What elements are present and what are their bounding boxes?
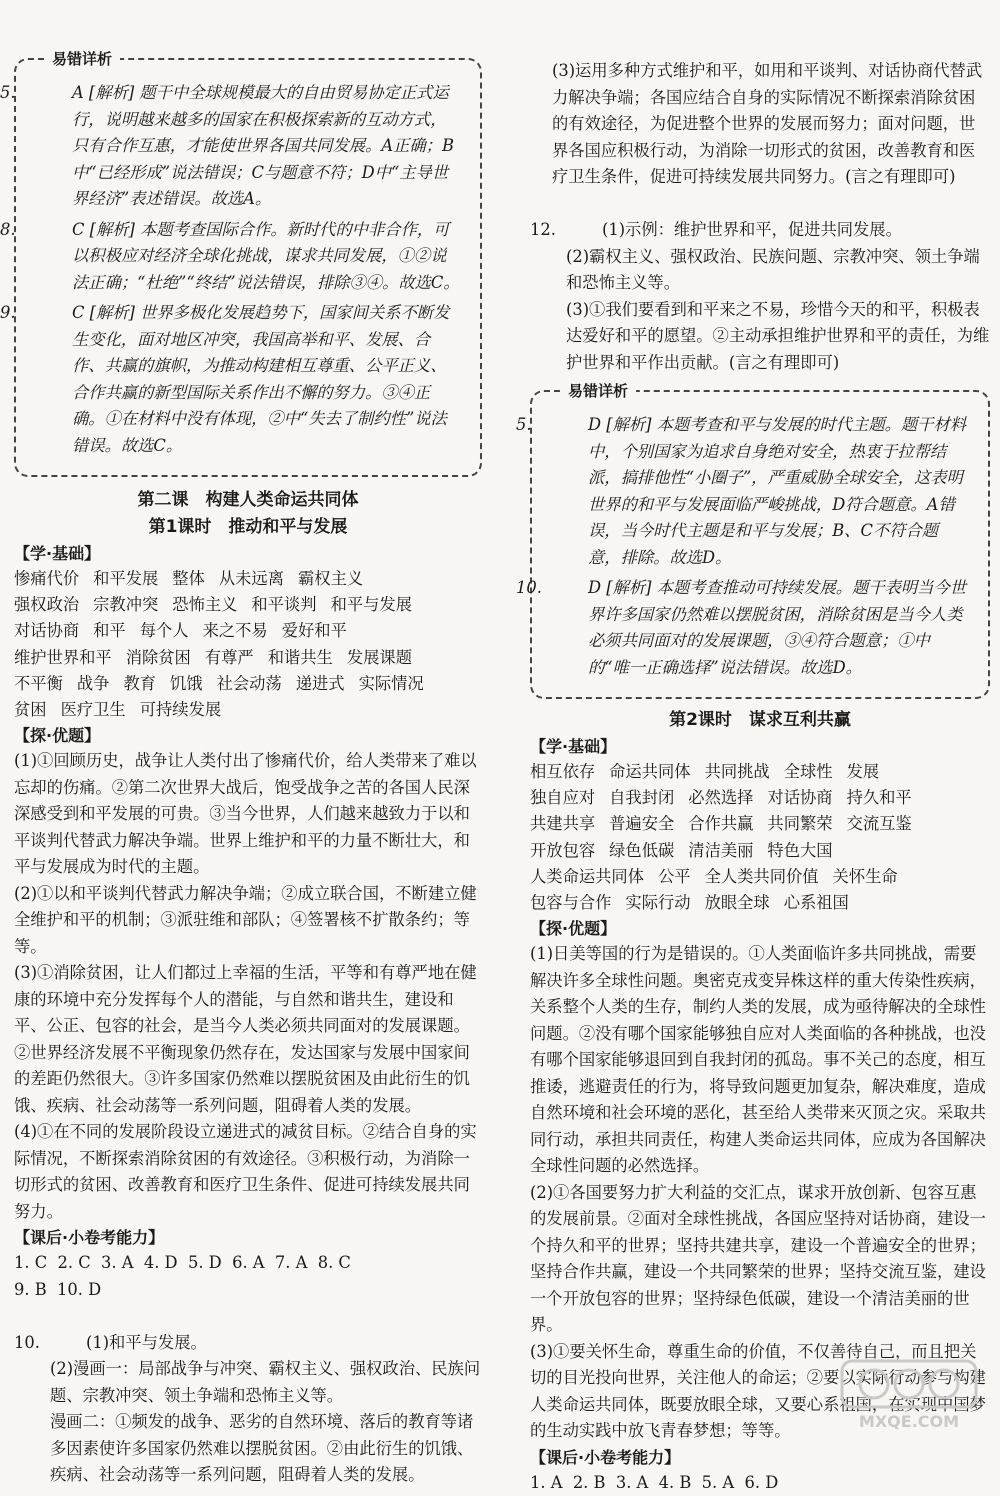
keyword: 教育 <box>123 673 157 693</box>
keyword: 交流互鉴 <box>846 814 912 834</box>
keyword: 发展 <box>846 762 880 781</box>
keyword: 实际情况 <box>358 673 424 693</box>
keyword: 必然选择 <box>688 788 754 808</box>
item-number: 8. <box>0 219 16 239</box>
keyword: 可持续发展 <box>139 700 222 720</box>
word-row <box>14 671 482 697</box>
word-row <box>530 759 990 785</box>
keyword: 从未远离 <box>218 569 284 588</box>
question-10 <box>14 1303 482 1356</box>
keyword: 人类命运共同体 <box>530 866 644 886</box>
keyword: 全球性 <box>783 762 833 781</box>
item-number: 5. <box>516 415 532 434</box>
keyword: 贫困 <box>14 700 47 720</box>
explore-paragraph: (2)①各国要努力扩大利益的交汇点，谋求开放创新、包容互惠的发展前景。②面对全球性挑战，各国应坚持对话协商，建设一个持久和平的世界；坚持共建共享，建设一个普遍安全的世界；坚持合作共赢，建设一个共同繁荣的世界；坚持交流互鉴，建设一个开放包容的世界；坚持绿色低碳，建设一个清洁美丽的世界。 <box>530 1182 986 1335</box>
item-number: 10. <box>516 578 542 597</box>
keyword: 恐怖主义 <box>172 595 238 615</box>
question-number: 12. <box>530 220 556 239</box>
question-line: (3)①我们要看到和平来之不易，珍惜今天的和平，积极表达爱好和平的愿望。②主动承担维护世界和平的责任，为维护世界和平作出贡献。(言之有理即可) <box>566 299 990 372</box>
section-title-after: 【课后·小卷考能力】 <box>530 1447 681 1467</box>
keyword: 放眼全球 <box>704 893 770 913</box>
keyword: 相互依存 <box>530 762 596 781</box>
box-title: 易错详析 <box>560 380 636 402</box>
keyword: 不平衡 <box>14 673 63 693</box>
keyword: 关怀生命 <box>832 866 898 886</box>
keyword: 宗教冲突 <box>93 595 159 615</box>
watermark-text: MXQE.COM <box>858 1412 960 1431</box>
keyword: 实际行动 <box>625 893 691 913</box>
item-number: 9. <box>0 303 16 322</box>
keyword: 和谐共生 <box>267 647 333 667</box>
question-line: (2)霸权主义、强权政治、民族问题、宗教冲突、领土争端和恐怖主义等。 <box>566 246 980 292</box>
answer-paragraph: (3)运用多种方式维护和平，如用和平谈判、对话协商代替武力解决争端；各国应结合自身的实际情况不断探索消除贫困的有效途径，为促进整个世界的发展而努力；面对问题，世界各国应积极行动，为消除一切形式的贫困，改善教育和医疗卫生条件，促进可持续发展共同努力。(言之有理即可) <box>552 61 983 186</box>
item-text: C [解析] 世界多极化发展趋势下，国家间关系不断发生变化，面对地区冲突，我国高举和平、发展、合作、共赢的旗帜，为推动构建相互尊重、公平正义、合作共赢的新型国际关系作出不懈的努力。③④正确。①在材料中没有体现，②中“失去了制约性”说法错误。故选C。 <box>72 303 450 455</box>
watermark-logo <box>834 1355 984 1435</box>
section-title-explore: 【探·优题】 <box>530 919 617 939</box>
error-analysis-box-right <box>516 382 990 699</box>
question-line: (2)漫画一：局部战争与冲突、霸权主义、强权政治、民族问题、宗教冲突、领土争端和恐怖主义等。 <box>50 1359 481 1405</box>
word-row <box>14 566 482 592</box>
keyword: 社会动荡 <box>216 673 282 693</box>
word-row <box>530 890 990 916</box>
word-row <box>530 838 990 864</box>
keyword: 医疗卫生 <box>60 700 126 720</box>
keyword: 战争 <box>76 673 110 693</box>
keyword: 共建共享 <box>530 814 596 834</box>
word-row <box>14 592 482 618</box>
keyword: 发展课题 <box>346 647 412 667</box>
keyword: 清洁美丽 <box>688 840 754 860</box>
period-title: 第1课时 推动和平与发展 <box>148 517 348 537</box>
section-title-after: 【课后·小卷考能力】 <box>14 1228 165 1248</box>
keyword: 共同挑战 <box>704 762 770 781</box>
explore-paragraph: (3)①要关怀生命，尊重生命的价值，不仅善待自己，而且把关切的目光投向世界，关注他人的命运；②要以实际行动参与构建人类命运共同体，既要放眼全球，又要心系祖国，在实现中国梦的生动实践中放飞青春梦想；等等。 <box>530 1341 986 1441</box>
item-number: 5. <box>0 83 16 102</box>
section-title-basic: 【学·基础】 <box>530 737 617 756</box>
explore-paragraph: (4)①在不同的发展阶段设立递进式的减贫目标。②结合自身的实际情况，不断探索消除贫困的有效途径。③积极行动，为消除一切形式的贫困、改善教育和医疗卫生条件、促进可持续发展共同努力。 <box>14 1122 477 1221</box>
question-line: 漫画二：①频发的战争、恶劣的自然环境、落后的教育等诸多因素使许多国家仍然难以摆脱贫困。②由此衍生的饥饿、疾病、社会动荡等一系列问题，阻碍着人类的发展。 <box>50 1412 474 1485</box>
answer-line: 9. B 10. D <box>14 1279 102 1299</box>
keyword: 开放包容 <box>530 840 596 860</box>
answer-line: 1. C 2. C 3. A 4. D 5. D 6. A 7. A 8. C <box>14 1253 351 1273</box>
answer-item <box>0 80 460 213</box>
basic-word-grid <box>530 759 990 916</box>
question-12 <box>530 191 990 244</box>
keyword: 有尊严 <box>204 647 254 667</box>
word-row <box>530 811 990 837</box>
keyword: 普遍安全 <box>609 814 675 834</box>
keyword: 维护世界和平 <box>14 647 112 667</box>
keyword: 自我封闭 <box>609 788 675 808</box>
keyword: 和平 <box>93 621 126 641</box>
lesson-title: 第二课 构建人类命运共同体 <box>137 490 359 510</box>
basic-word-grid <box>14 566 482 723</box>
keyword: 霸权主义 <box>298 569 364 588</box>
explore-paragraph: (2)①以和平谈判代替武力解决争端；②成立联合国，不断建立健全维护和平的机制；③派驻维和部队；④签署核不扩散条约；等等。 <box>14 883 477 956</box>
section-title-explore: 【探·优题】 <box>14 726 101 746</box>
item-text: D [解析] 本题考查推动可持续发展。题干表明当今世界许多国家仍然难以摆脱贫困，消除贫困是当今人类必须共同面对的发展课题，③④符合题意；①中的“唯一正确选择”说法错误。故选D。 <box>588 578 967 677</box>
keyword: 公平 <box>657 866 691 886</box>
right-column <box>516 61 990 1496</box>
keyword: 来之不易 <box>202 621 268 641</box>
keyword: 和平发展 <box>93 569 159 588</box>
keyword: 共同繁荣 <box>767 814 833 834</box>
item-text: A [解析] 题干中全球规模最大的自由贸易协定正式运行，说明越来越多的国家在积极探索新的互动方式，只有合作互惠，才能使世界各国共同发展。A正确；B中“已经形成”说法错误；C与题意不符；D中“主导世界经济”表述错误。故选A。 <box>72 83 454 208</box>
question-line: (1)示例：维护世界和平，促进共同发展。 <box>602 220 902 239</box>
answer-item <box>516 575 968 681</box>
word-row <box>14 618 482 644</box>
keyword: 强权政治 <box>14 595 80 615</box>
keyword: 独自应对 <box>530 788 596 808</box>
keyword: 持久和平 <box>846 788 912 808</box>
keyword: 消除贫困 <box>125 647 191 667</box>
keyword: 惨痛代价 <box>14 569 80 588</box>
keyword: 包容与合作 <box>530 893 612 913</box>
left-column <box>0 50 482 1489</box>
keyword: 特色大国 <box>767 840 833 860</box>
keyword: 绿色低碳 <box>609 840 675 860</box>
section-title-basic: 【学·基础】 <box>14 544 101 563</box>
keyword: 心系祖国 <box>783 893 849 913</box>
keyword: 整体 <box>172 569 205 588</box>
explore-paragraph: (3)①消除贫困，让人们都过上幸福的生活，平等和有尊严地在健康的环境中充分发挥每个人的潜能，与自然和谐共生，建设和平、公正、包容的社会，是当今人类必须共同面对的发展课题。②世界经济发展不平衡现象仍然存在，发达国家与发展中国家间的差距仍然很大。③许多国家仍然难以摆脱贫困及由此衍生的饥饿、疾病、社会动荡等一系列问题，阻碍着人类的发展。 <box>14 963 477 1115</box>
keyword: 递进式 <box>295 673 345 693</box>
answer-line: 1. A 2. B 3. A 4. B 5. A 6. D <box>530 1472 779 1492</box>
word-row <box>14 697 482 723</box>
keyword: 合作共赢 <box>688 814 754 834</box>
keyword: 对话协商 <box>767 788 833 808</box>
answer-item <box>0 217 460 297</box>
explore-paragraph: (1)日美等国的行为是错误的。①人类面临许多共同挑战，需要解决许多全球性问题。奥密克戎变异株这样的重大传染性疾病，关系整个人类的生存，制约人类的发展，成为亟待解决的全球性问题。②没有哪个国家能够独自应对人类面临的各种挑战，也没有哪个国家能够退回到自我封闭的孤岛。事不关己的态度，相互推诿，逃避责任的行为，将导致问题更加复杂，解决难度，造成自然环境和社会环境的恶化，甚至给人类带来灭顶之灾。采取共同行动，承担共同责任，构建人类命运共同体，应成为各国解决全球性问题的必然选择。 <box>530 944 986 1176</box>
item-text: C [解析] 本题考查国际合作。新时代的中非合作，可以积极应对经济全球化挑战，谋求共同发展，①②说法正确；“杜绝”“终结”说法错误，排除③④。故选C。 <box>72 219 460 292</box>
answer-item <box>516 412 968 571</box>
keyword: 对话协商 <box>14 621 80 641</box>
box-title: 易错详析 <box>44 48 120 70</box>
period-title: 第2课时 谋求互利共赢 <box>669 710 851 730</box>
question-line: (1)和平与发展。 <box>86 1332 207 1352</box>
keyword: 全人类共同价值 <box>704 866 819 886</box>
word-row <box>530 785 990 811</box>
word-row <box>530 864 990 890</box>
keyword: 和平与发展 <box>330 595 412 615</box>
keyword: 命运共同体 <box>609 762 691 781</box>
keyword: 每个人 <box>139 621 189 641</box>
item-text: D [解析] 本题考查和平与发展的时代主题。题干材料中，个别国家为追求自身绝对安全，热衷于拉帮结派，搞排他性“小圈子”，严重威胁全球安全，这表明世界的和平与发展面临严峻挑战，D符合题意。A错误，当今时代主题是和平与发展；B、C不符合题意，排除。故选D。 <box>588 415 967 567</box>
keyword: 饥饿 <box>170 673 203 693</box>
word-row <box>14 645 482 671</box>
answer-item <box>0 300 460 459</box>
question-number: 10. <box>14 1332 40 1352</box>
explore-paragraph: (1)①回顾历史，战争让人类付出了惨痛代价，给人类带来了难以忘却的伤痛。②第二次世界大战后，饱受战争之苦的各国人民深深感受到和平发展的可贵。③当今世界，人们越来越致力于以和平谈判代替武力解决争端。世界上维护和平的力量不断壮大，和平与发展成为时代的主题。 <box>14 751 477 877</box>
error-analysis-box-left <box>0 50 482 477</box>
keyword: 和平谈判 <box>251 595 317 615</box>
keyword: 爱好和平 <box>281 621 347 641</box>
